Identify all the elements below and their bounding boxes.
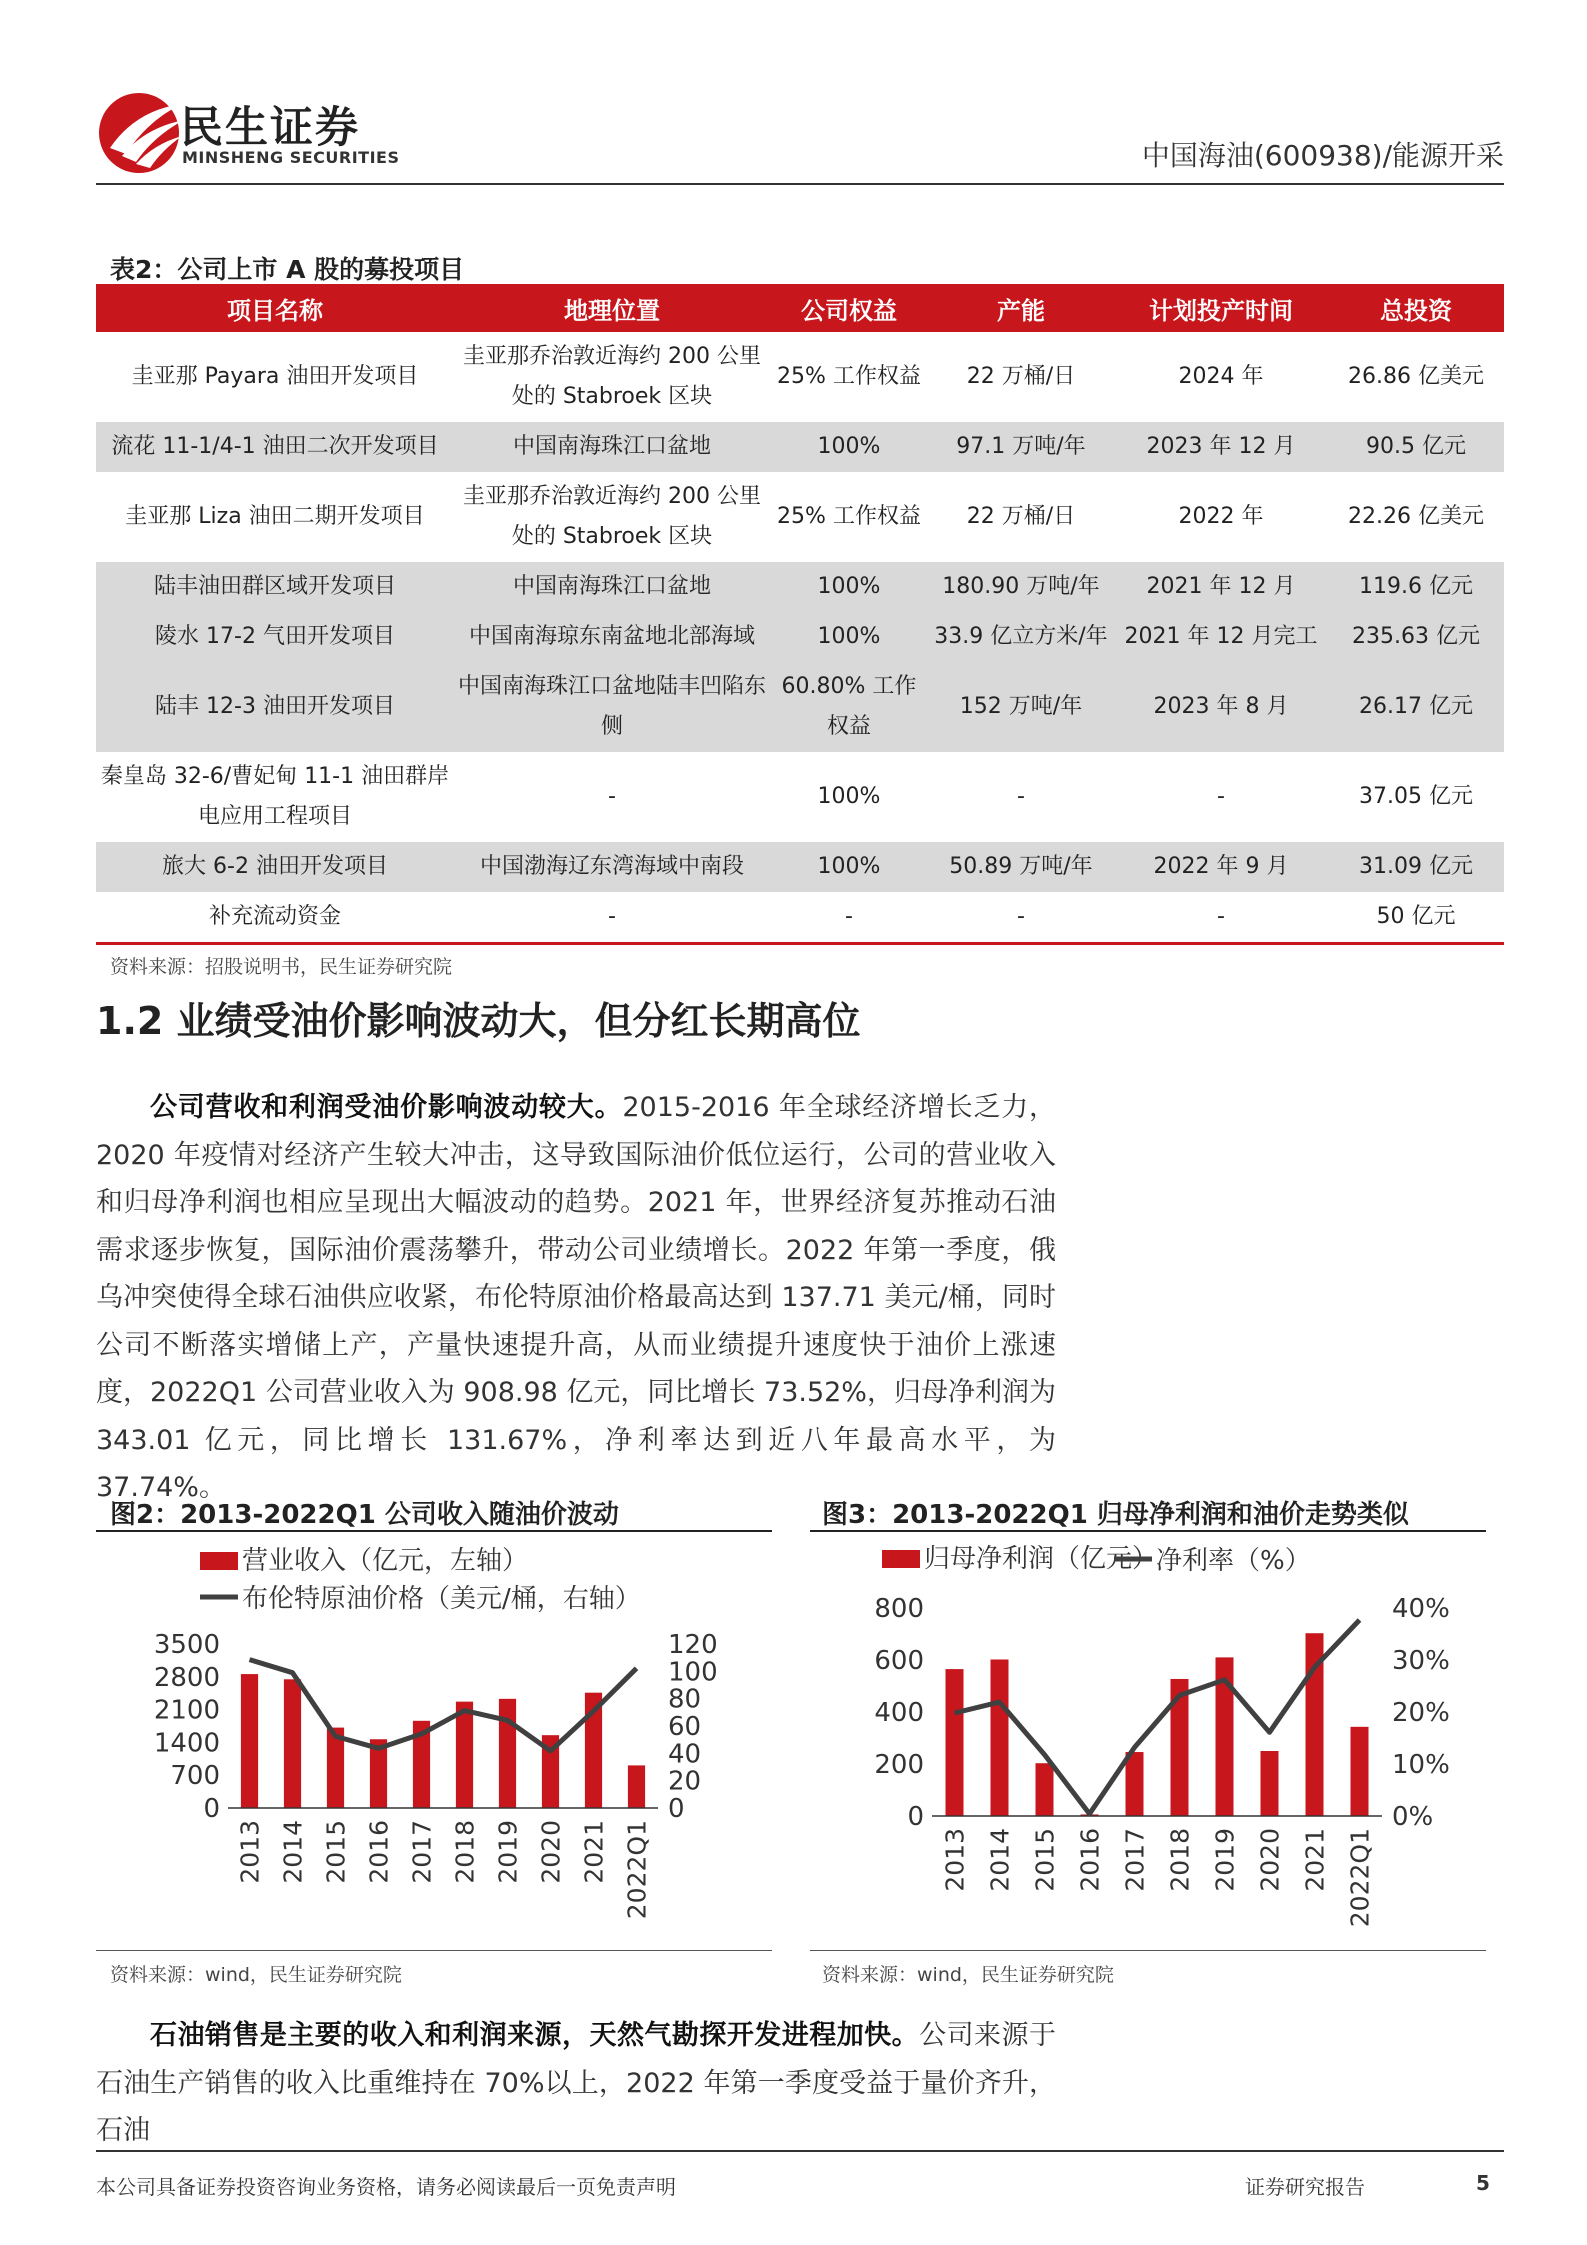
y-tick-right: 40% xyxy=(1392,1594,1450,1624)
x-tick-label: 2022Q1 xyxy=(622,1820,652,1920)
bar xyxy=(499,1699,516,1808)
x-tick-label: 2021 xyxy=(1300,1828,1330,1892)
table-bottom-rule xyxy=(96,942,1504,945)
bar xyxy=(1261,1751,1279,1816)
y-tick-left: 800 xyxy=(874,1594,924,1624)
y-tick-right: 10% xyxy=(1392,1750,1450,1780)
bar xyxy=(628,1765,645,1808)
table-cell: 37.05 亿元 xyxy=(1359,784,1473,809)
table-row xyxy=(96,752,1504,842)
footer-report-type: 证券研究报告 xyxy=(1245,2175,1365,2199)
y-tick-right: 20 xyxy=(668,1766,702,1797)
col-header: 公司权益 xyxy=(770,284,928,332)
table-cell: 100% xyxy=(770,562,928,612)
minsheng-logo-icon xyxy=(96,90,191,176)
x-tick-label: 2022Q1 xyxy=(1345,1828,1375,1928)
fig3-source: 资料来源：wind，民生证券研究院 xyxy=(822,1964,1114,1986)
table-cell: 100% xyxy=(817,784,881,809)
table-cell: 中国渤海辽东湾海域中南段 xyxy=(454,842,770,892)
table-cell: 补充流动资金 xyxy=(208,904,341,929)
x-tick-label: 2016 xyxy=(364,1820,394,1884)
table-cell: 152 万吨/年 xyxy=(928,662,1114,752)
y-tick-right: 80 xyxy=(668,1684,702,1715)
bar xyxy=(991,1659,1009,1816)
y-tick-left: 400 xyxy=(874,1698,924,1728)
table-row xyxy=(96,472,1504,562)
x-tick-label: 2020 xyxy=(536,1820,566,1884)
table-cell: 2024 年 xyxy=(1178,364,1264,389)
table-cell: 2023 年 12 月 xyxy=(1114,422,1328,472)
paragraph-2 xyxy=(96,2012,1056,2155)
stock-label: 中国海油(600938)/能源开采 xyxy=(1141,139,1504,172)
series-line xyxy=(955,1620,1360,1814)
x-tick-label: 2014 xyxy=(278,1820,308,1884)
table-cell: 50.89 万吨/年 xyxy=(928,842,1114,892)
fig3-bottom-rule xyxy=(810,1950,1486,1951)
section-title: 1.2 业绩受油价影响波动大，但分红长期高位 xyxy=(96,999,861,1043)
legend-label-line: 布伦特原油价格（美元/桶，右轴） xyxy=(242,1584,641,1614)
x-tick-label: 2018 xyxy=(1165,1828,1195,1892)
table-cell: 2021 年 12 月 xyxy=(1114,562,1328,612)
table-cell: 2021 年 12 月完工 xyxy=(1114,612,1328,662)
footer-disclaimer: 本公司具备证券投资咨询业务资格，请务必阅读最后一页免责声明 xyxy=(96,2175,676,2199)
bar xyxy=(1036,1763,1054,1816)
y-tick-right: 0 xyxy=(668,1794,685,1824)
x-tick-label: 2017 xyxy=(1120,1828,1150,1892)
table-cell: 2023 年 8 月 xyxy=(1114,662,1328,752)
table-row xyxy=(96,332,1504,422)
bar xyxy=(1126,1752,1144,1816)
y-tick-left: 2100 xyxy=(153,1695,220,1726)
y-tick-left: 2800 xyxy=(153,1662,220,1693)
table-cell: 旅大 6-2 油田开发项目 xyxy=(96,842,454,892)
table-cell: 26.17 亿元 xyxy=(1328,662,1504,752)
table-cell: 圭亚那 Payara 油田开发项目 xyxy=(131,364,419,389)
y-tick-left: 1400 xyxy=(153,1728,220,1759)
paragraph-2-lead: 石油销售是主要的收入和利润来源，天然气勘探开发进程加快。 xyxy=(150,2020,920,2051)
table-cell: 圭亚那 Liza 油田二期开发项目 xyxy=(125,504,425,529)
x-tick-label: 2021 xyxy=(579,1820,609,1884)
table-cell: 2022 年 xyxy=(1178,504,1264,529)
page-number: 5 xyxy=(1476,2171,1490,2195)
table-cell: - xyxy=(608,904,616,929)
table-cell: 100% xyxy=(770,422,928,472)
paragraph-1-lead: 公司营收和利润受油价影响波动较大。 xyxy=(150,1092,623,1123)
table-cell: - xyxy=(1217,904,1225,929)
table-cell: 25% 工作权益 xyxy=(777,364,921,389)
fig2-bottom-rule xyxy=(96,1950,772,1951)
table-cell: 秦皇岛 32-6/曹妃甸 11-1 油田群岸电应用工程项目 xyxy=(100,764,450,829)
x-tick-label: 2016 xyxy=(1075,1828,1105,1892)
x-tick-label: 2018 xyxy=(450,1820,480,1884)
x-tick-label: 2014 xyxy=(985,1828,1015,1892)
col-header: 地理位置 xyxy=(454,284,770,332)
table-cell: 22 万桶/日 xyxy=(966,364,1076,389)
brand-name-en: MINSHENG SECURITIES xyxy=(182,148,400,167)
paragraph-1-body: 2015-2016 年全球经济增长乏力，2020 年疫情对经济产生较大冲击，这导致国际油价低位运行，公司的营业收入和归母净利润也相应呈现出大幅波动的趋势。2021 年，世界经济复苏推动石油需求逐步恢复，国际油价震荡攀升，带动公司业绩增长。2022 年第一季度，俄乌冲突使得全球石油供应收紧，布伦特原油价格最高达到 137.71 美元/桶，同时公司不断落实增储上产，产量快速提升高，从而业绩提升速度快于油价上涨速度，2022Q1 公司营业收入为 908.98 亿元，同比增长 73.52%，归母净利润为 343.01 亿元，同比增长 131.67%，净利率达到近八年最高水平，为 37.74%。 xyxy=(96,1092,1056,1503)
table-row xyxy=(96,612,1504,662)
table-header-row xyxy=(96,284,1504,332)
y-tick-right: 120 xyxy=(668,1630,718,1660)
bar xyxy=(1351,1727,1369,1816)
table-cell: 22.26 亿美元 xyxy=(1348,504,1484,529)
x-tick-label: 2019 xyxy=(1210,1828,1240,1892)
y-tick-left: 3500 xyxy=(153,1630,220,1660)
table-cell: - xyxy=(608,784,616,809)
fig3-chart xyxy=(810,1536,1486,1936)
col-header: 总投资 xyxy=(1328,284,1504,332)
table-cell: 90.5 亿元 xyxy=(1328,422,1504,472)
table-cell: 中国南海珠江口盆地陆丰凹陷东侧 xyxy=(454,662,770,752)
col-header: 计划投产时间 xyxy=(1114,284,1328,332)
y-tick-left: 200 xyxy=(874,1750,924,1780)
y-tick-left: 0 xyxy=(907,1802,924,1832)
legend-swatch-bar xyxy=(200,1552,238,1570)
bar xyxy=(456,1702,473,1808)
table-cell: 圭亚那乔治敦近海约 200 公里处的 Stabroek 区块 xyxy=(463,484,761,549)
col-header: 项目名称 xyxy=(96,284,454,332)
table-cell: 100% xyxy=(770,842,928,892)
table-cell: 中国南海珠江口盆地 xyxy=(454,562,770,612)
table-cell: 97.1 万吨/年 xyxy=(928,422,1114,472)
y-tick-right: 60 xyxy=(668,1712,702,1742)
table-cell: 119.6 亿元 xyxy=(1328,562,1504,612)
table-cell: 陆丰油田群区域开发项目 xyxy=(96,562,454,612)
table-cell: 2022 年 9 月 xyxy=(1114,842,1328,892)
fig2-source: 资料来源：wind，民生证券研究院 xyxy=(110,1964,402,1986)
x-tick-label: 2013 xyxy=(940,1828,970,1892)
footer-rule xyxy=(96,2150,1504,2152)
table-cell: 26.86 亿美元 xyxy=(1348,364,1484,389)
fig2-top-rule xyxy=(96,1530,772,1532)
table-cell: - xyxy=(1017,904,1025,929)
legend-label-bar: 营业收入（亿元，左轴） xyxy=(242,1546,529,1576)
x-tick-label: 2020 xyxy=(1255,1828,1285,1892)
y-tick-left: 700 xyxy=(170,1761,220,1792)
bar xyxy=(284,1679,301,1808)
table-row xyxy=(96,892,1504,942)
col-header: 产能 xyxy=(928,284,1114,332)
table-cell: 33.9 亿立方米/年 xyxy=(928,612,1114,662)
fig3-title: 图3：2013-2022Q1 归母净利润和油价走势类似 xyxy=(822,1500,1409,1530)
table-cell: 流花 11-1/4-1 油田二次开发项目 xyxy=(96,422,454,472)
paragraph-1 xyxy=(96,1084,1056,1512)
legend-label-bar: 归母净利润（亿元） xyxy=(924,1544,1159,1574)
project-table xyxy=(96,284,1504,942)
series-line xyxy=(250,1660,637,1751)
table-cell: 陆丰 12-3 油田开发项目 xyxy=(96,662,454,752)
fig2-title: 图2：2013-2022Q1 公司收入随油价波动 xyxy=(110,1500,619,1530)
table-cell: 25% 工作权益 xyxy=(777,504,921,529)
table-cell: 235.63 亿元 xyxy=(1328,612,1504,662)
y-tick-left: 600 xyxy=(874,1646,924,1676)
bar xyxy=(241,1674,258,1808)
table-row xyxy=(96,662,1504,752)
table-cell: 31.09 亿元 xyxy=(1328,842,1504,892)
table-cell: 180.90 万吨/年 xyxy=(928,562,1114,612)
table-cell: 中国南海珠江口盆地 xyxy=(454,422,770,472)
header-rule xyxy=(96,183,1504,185)
y-tick-right: 0% xyxy=(1392,1802,1434,1832)
paragraph-2-body: 公司来源于石油生产销售的收入比重维持在 70%以上，2022 年第一季度受益于量价齐升，石油 xyxy=(96,2020,1056,2146)
table-cell: - xyxy=(845,904,853,929)
y-tick-right: 30% xyxy=(1392,1646,1450,1676)
table-cell: 60.80% 工作权益 xyxy=(770,662,928,752)
x-tick-label: 2015 xyxy=(321,1820,351,1884)
x-tick-label: 2019 xyxy=(493,1820,523,1884)
y-tick-right: 40 xyxy=(668,1739,702,1770)
table-row xyxy=(96,562,1504,612)
table-row xyxy=(96,842,1504,892)
y-tick-right: 100 xyxy=(668,1657,718,1688)
table-title: 表2：公司上市 A 股的募投项目 xyxy=(110,255,465,284)
table-cell: - xyxy=(1217,784,1225,809)
fig2-chart xyxy=(96,1536,772,1936)
table-cell: 22 万桶/日 xyxy=(966,504,1076,529)
fig3-top-rule xyxy=(810,1530,1486,1532)
x-tick-label: 2013 xyxy=(235,1820,265,1884)
legend-swatch-bar xyxy=(882,1550,920,1568)
table-cell: 50 亿元 xyxy=(1376,904,1456,929)
bar xyxy=(946,1669,964,1816)
legend-label-line: 净利率（%） xyxy=(1156,1546,1311,1576)
table-source: 资料来源：招股说明书，民生证券研究院 xyxy=(110,956,453,978)
y-tick-left: 0 xyxy=(203,1794,220,1824)
y-tick-right: 20% xyxy=(1392,1698,1450,1728)
x-tick-label: 2015 xyxy=(1030,1828,1060,1892)
table-cell: 圭亚那乔治敦近海约 200 公里处的 Stabroek 区块 xyxy=(463,344,761,409)
table-cell: - xyxy=(1017,784,1025,809)
table-cell: 100% xyxy=(770,612,928,662)
table-row xyxy=(96,422,1504,472)
x-tick-label: 2017 xyxy=(407,1820,437,1884)
table-cell: 中国南海琼东南盆地北部海域 xyxy=(454,612,770,662)
brand-name-cn: 民生证券 xyxy=(180,103,360,153)
table-cell: 陵水 17-2 气田开发项目 xyxy=(96,612,454,662)
